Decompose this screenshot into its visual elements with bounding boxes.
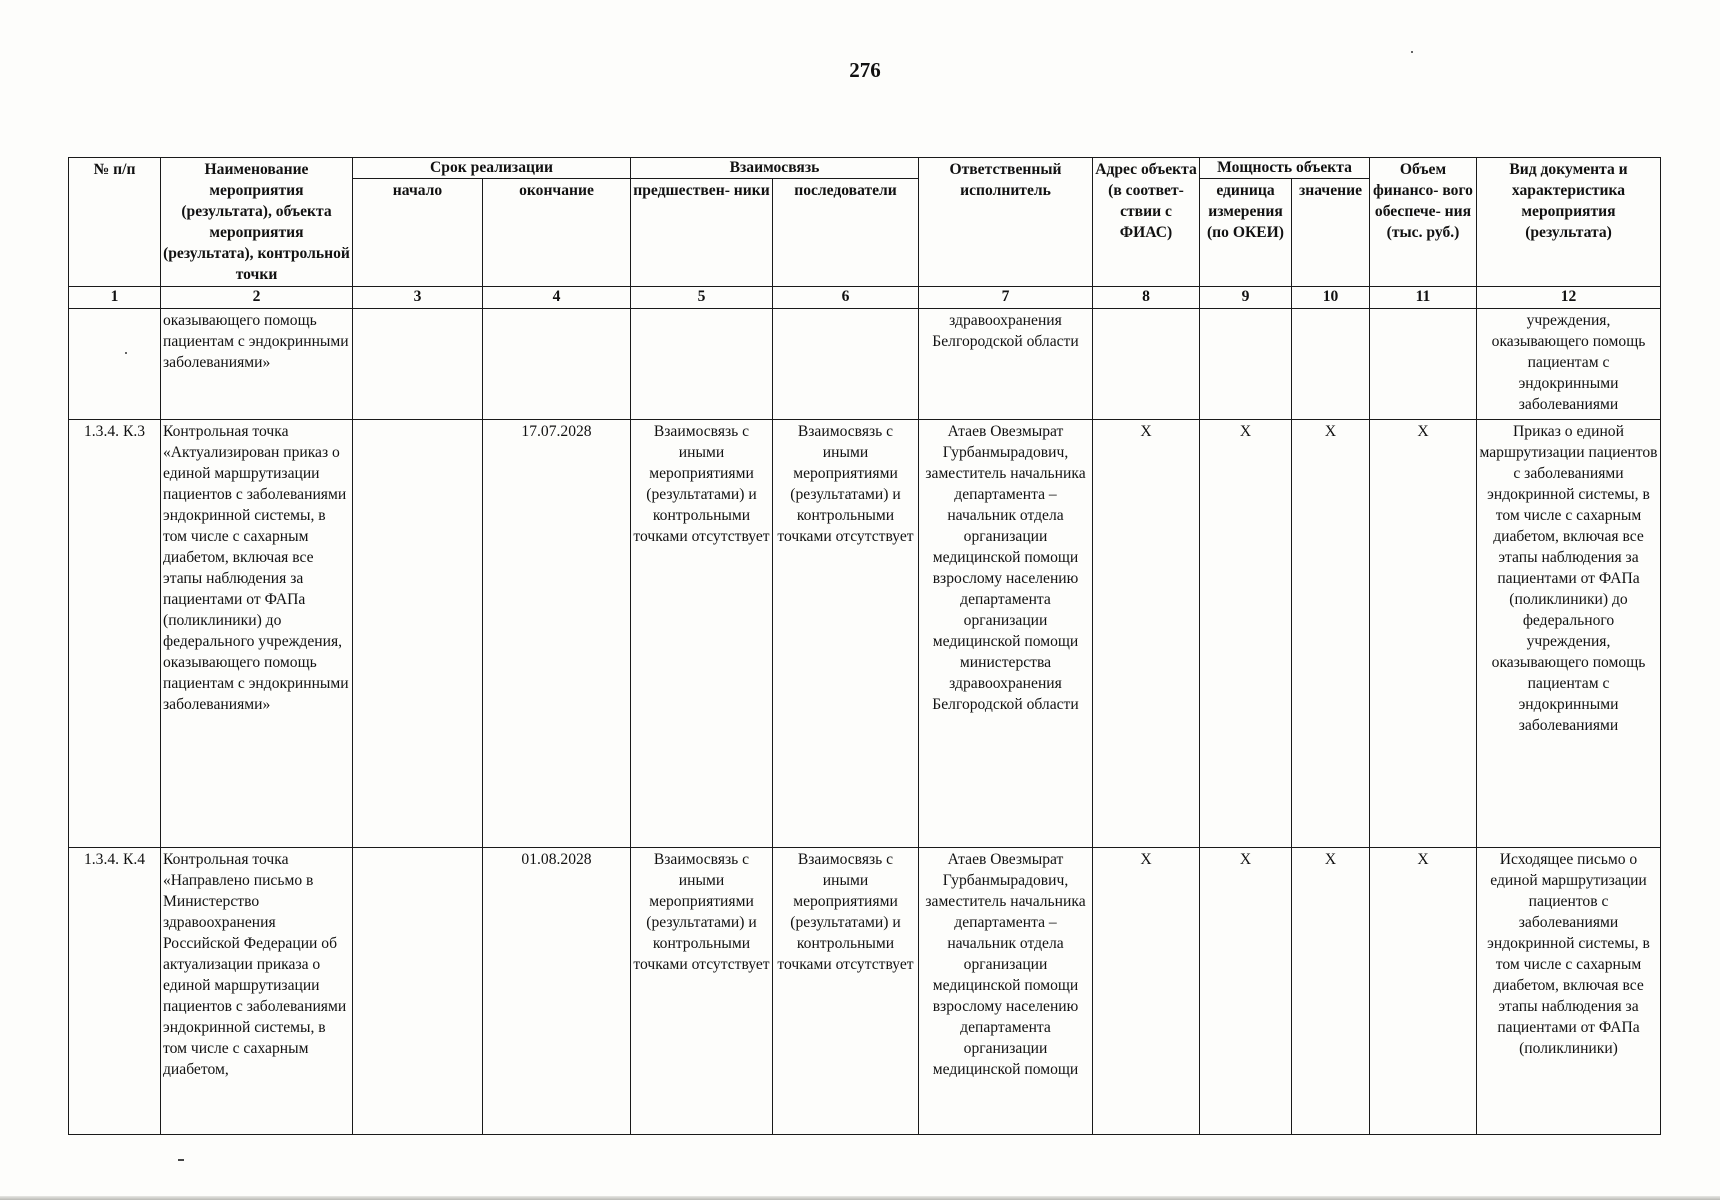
column-number: 2 — [161, 287, 353, 309]
cell-num: 1.3.4. К.3 — [69, 419, 161, 847]
cell-funding — [1370, 309, 1477, 420]
header-doc-type: Вид документа и характеристика мероприятия (результата) — [1477, 158, 1661, 287]
cell-num: 1.3.4. К.4 — [69, 847, 161, 1134]
header-term-group: Срок реализации — [353, 158, 631, 179]
cell-address: Х — [1093, 847, 1200, 1134]
cell-funding: Х — [1370, 419, 1477, 847]
cell-name: Контрольная точка «Направлено письмо в Министерство здравоохранения Российской Федерации об актуализации приказа о единой маршрутизации пациентов с заболеваниями эндокринной системы, в том числе с сахарным диабетом, — [161, 847, 353, 1134]
cell-start — [353, 847, 483, 1134]
column-number: 11 — [1370, 287, 1477, 309]
cell-prev: Взаимосвязь с иными мероприятиями (результатами) и контрольными точками отсутствует — [631, 847, 773, 1134]
header-term-start: начало — [353, 179, 483, 287]
column-number: 6 — [773, 287, 919, 309]
cell-unit — [1200, 309, 1292, 420]
header-link-prev: предшествен- ники — [631, 179, 773, 287]
cell-name: Контрольная точка «Актуализирован приказ о единой маршрутизации пациентов с заболеваниями эндокринной системы, в том числе с сахарным диабетом, включая все этапы наблюдения за пациентами от ФАПа (поликлиники) до федерального учреждения, оказывающего помощь пациентам с эндокринными заболеваниями» — [161, 419, 353, 847]
header-capacity-group: Мощность объекта — [1200, 158, 1370, 179]
plan-table — [68, 157, 1661, 1135]
cell-end: 01.08.2028 — [483, 847, 631, 1134]
header-responsible: Ответственный исполнитель — [919, 158, 1093, 287]
column-number: 12 — [1477, 287, 1661, 309]
header-name: Наименование мероприятия (результата), объекта мероприятия (результата), контрольной точки — [161, 158, 353, 287]
cell-address — [1093, 309, 1200, 420]
header-row-top — [69, 158, 1661, 179]
column-number: 7 — [919, 287, 1093, 309]
header-num: № п/п — [69, 158, 161, 287]
header-funding: Объем финансо- вого обеспече- ния (тыс. руб.) — [1370, 158, 1477, 287]
column-number: 3 — [353, 287, 483, 309]
cell-doc: учреждения, оказывающего помощь пациентам с эндокринными заболеваниями — [1477, 309, 1661, 420]
page-number: 276 — [849, 58, 881, 82]
header-link-next: последователи — [773, 179, 919, 287]
header-capacity-value: значение — [1292, 179, 1370, 287]
cell-responsible: Атаев Овезмырат Гурбанмырадович, заместитель начальника департамента – начальник отдела организации медицинской помощи взрослому населению департамента организации медицинской помощи министерства здравоохранения Белгородской области — [919, 419, 1093, 847]
cell-value: Х — [1292, 419, 1370, 847]
header-address: Адрес объекта (в соответ- ствии с ФИАС) — [1093, 158, 1200, 287]
cell-prev — [631, 309, 773, 420]
cell-start — [353, 419, 483, 847]
cell-unit: Х — [1200, 419, 1292, 847]
cell-name: оказывающего помощь пациентам с эндокринными заболеваниями» — [161, 309, 353, 420]
cell-unit: Х — [1200, 847, 1292, 1134]
scan-dot — [125, 352, 127, 354]
column-number-row — [69, 287, 1661, 309]
table-row-k4 — [69, 847, 1661, 1134]
cell-next: Взаимосвязь с иными мероприятиями (результатами) и контрольными точками отсутствует — [773, 847, 919, 1134]
table-row-k3 — [69, 419, 1661, 847]
scan-dot — [1411, 51, 1413, 53]
cell-next: Взаимосвязь с иными мероприятиями (результатами) и контрольными точками отсутствует — [773, 419, 919, 847]
column-number: 1 — [69, 287, 161, 309]
scan-edge — [0, 1196, 1720, 1200]
cell-responsible: здравоохранения Белгородской области — [919, 309, 1093, 420]
cell-responsible: Атаев Овезмырат Гурбанмырадович, заместитель начальника департамента – начальник отдела организации медицинской помощи взрослому населению департамента организации медицинской помощи — [919, 847, 1093, 1134]
cell-doc: Исходящее письмо о единой маршрутизации пациентов с заболеваниями эндокринной системы, в том числе с сахарным диабетом, включая все этапы наблюдения за пациентами от ФАПа (поликлиники) — [1477, 847, 1661, 1134]
column-number: 5 — [631, 287, 773, 309]
cell-funding: Х — [1370, 847, 1477, 1134]
header-link-group: Взаимосвязь — [631, 158, 919, 179]
cell-end — [483, 309, 631, 420]
scan-mark — [178, 1159, 184, 1161]
cell-address: Х — [1093, 419, 1200, 847]
cell-value: Х — [1292, 847, 1370, 1134]
header-term-end: окончание — [483, 179, 631, 287]
cell-end: 17.07.2028 — [483, 419, 631, 847]
cell-next — [773, 309, 919, 420]
column-number: 10 — [1292, 287, 1370, 309]
column-number: 4 — [483, 287, 631, 309]
table-row-continuation — [69, 309, 1661, 420]
cell-doc: Приказ о единой маршрутизации пациентов с заболеваниями эндокринной системы, в том числе с сахарным диабетом, включая все этапы наблюдения за пациентами от ФАПа (поликлиники) до федерального учреждения, оказывающего помощь пациентам с эндокринными заболеваниями — [1477, 419, 1661, 847]
column-number: 8 — [1093, 287, 1200, 309]
column-number: 9 — [1200, 287, 1292, 309]
cell-prev: Взаимосвязь с иными мероприятиями (результатами) и контрольными точками отсутствует — [631, 419, 773, 847]
header-capacity-unit: единица измерения (по ОКЕИ) — [1200, 179, 1292, 287]
cell-value — [1292, 309, 1370, 420]
cell-num — [69, 309, 161, 420]
cell-start — [353, 309, 483, 420]
